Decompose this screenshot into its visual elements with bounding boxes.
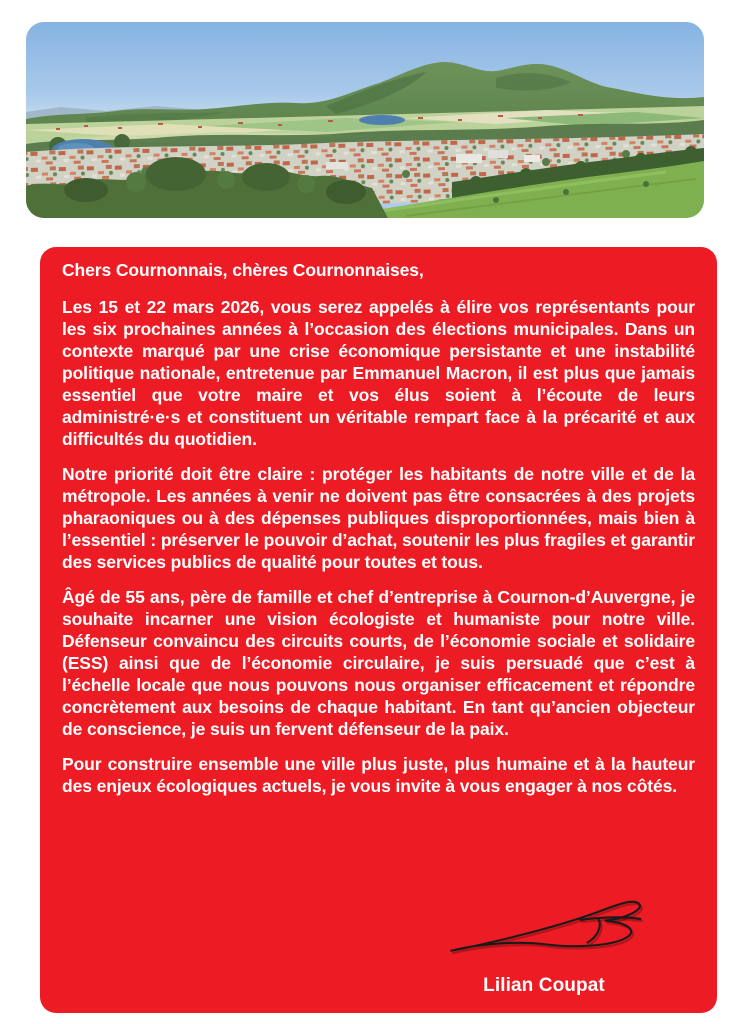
landscape-illustration bbox=[26, 22, 704, 218]
signature-block bbox=[429, 889, 659, 1003]
middle-lake bbox=[359, 115, 405, 125]
letter-card bbox=[40, 247, 717, 1013]
letter-paragraph-4: Pour construire ensemble une ville plus juste, plus humaine et à la hauteur des enjeux écologiques actuels, je vous invite à vous engager à nos côtés. bbox=[62, 754, 695, 796]
letter-paragraph-1: Les 15 et 22 mars 2026, vous serez appelés à élire vos représentants pour les six prochaines années à l’occasion des élections municipales. Dans un contexte marqué par une crise économique persistante et une instabilité politique nationale, entretenue par Emmanuel Macron, il est plus que jamais essentiel que votre maire et vos élus soient à l’écoute de leurs administré·e·s et constituent un véritable rempart face à la précarité et aux difficultés du quotidien. bbox=[62, 297, 695, 449]
signature-scribble-icon bbox=[444, 889, 644, 967]
letter-paragraph-3: Âgé de 55 ans, père de famille et chef d’entreprise à Cournon-d’Auvergne, je souhaite incarner une vision écologiste et humaniste pour notre ville. Défenseur convaincu des circuits courts, de l’économie sociale et solidaire (ESS) ainsi que de l’économie circulaire, je suis persuadé que c’est à l’échelle locale que nous pouvons nous organiser efficacement et répondre concrètement aux besoins de chaque habitant. En tant qu’ancien objecteur de conscience, je suis un fervent défenseur de la paix. bbox=[62, 587, 695, 739]
letter-paragraph-2: Notre priorité doit être claire : protéger les habitants de notre ville et de la métropole. Les années à venir ne doivent pas être consacrées à des projets pharaoniques ou à des dépenses publiques disproportionnées, mais bien à l’essentiel : préserver le pouvoir d’achat, soutenir les plus fragiles et garantir des services publics de qualité pour toutes et tous. bbox=[62, 464, 695, 572]
letter-greeting: Chers Cournonnais, chères Cournonnaises, bbox=[62, 260, 424, 280]
town-panorama-photo bbox=[26, 22, 704, 218]
signature-name: Lilian Coupat bbox=[483, 975, 605, 996]
